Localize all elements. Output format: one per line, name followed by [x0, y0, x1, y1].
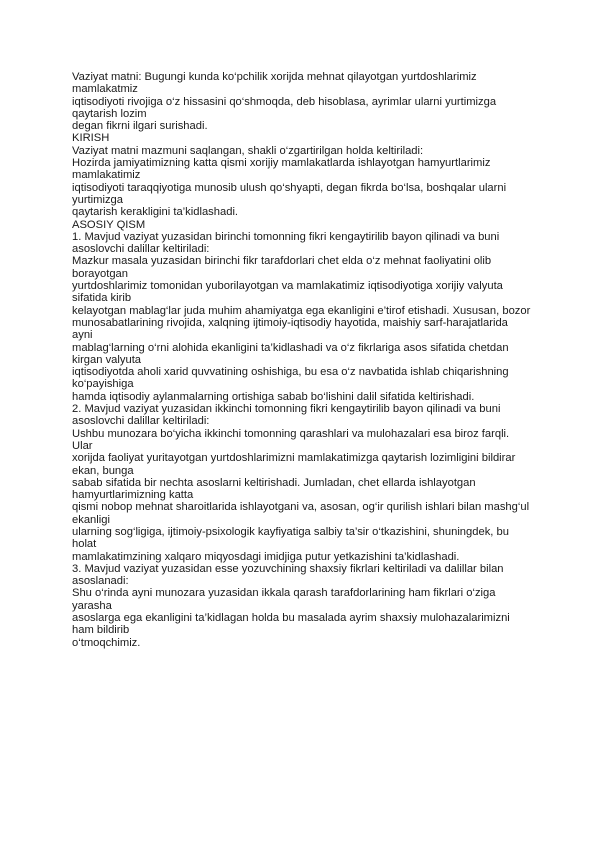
text-line: mablag‘larning o‘rni alohida ekanligini ta’kidlashadi va o‘z fikrlariga asos sifatida chetdan — [72, 341, 509, 354]
text-line: mamlakatimiz — [72, 169, 141, 182]
text-line: iqtisodiyoti rivojiga o‘z hissasini qo‘shmoqda, deb hisoblasa, ayrimlar ularni yurtimizga — [72, 95, 497, 108]
text-line: ularning sog‘ligiga, ijtimoiy-psixologik kayfiyatiga salbiy ta’sir o‘tkazishini, shuningdek, bu — [72, 525, 509, 538]
text-line: iqtisodiyotda aholi xarid quvvatining oshishiga, bu esa o‘z navbatida ishlab chiqarishning — [72, 366, 509, 379]
text-line: ekanligi — [72, 513, 110, 526]
text-line: Ushbu munozara bo‘yicha ikkinchi tomonning qarashlari va mulohazalari esa biroz farqli. — [72, 427, 510, 440]
text-line: asoslovchi dalillar keltiriladi: — [72, 415, 210, 428]
text-line: KIRISH — [72, 132, 110, 145]
text-line: 1. Mavjud vaziyat yuzasidan birinchi tomonning fikri kengaytirilib bayon qilinadi va buni — [72, 230, 500, 243]
text-line: qaytarish kerakligini ta’kidlashadi. — [72, 206, 239, 219]
text-line: 2. Mavjud vaziyat yuzasidan ikkinchi tomonning fikri kengaytirilib bayon qilinadi va buni — [72, 403, 501, 416]
text-line: qismi nobop mehnat sharoitlarida ishlayotgani va, asosan, og‘ir qurilish ishlari bilan mashg‘ul — [72, 501, 530, 514]
text-line: ASOSIY QISM — [72, 218, 146, 231]
document-body — [72, 71, 556, 649]
text-line: borayotgan — [72, 267, 128, 280]
text-line: Shu o‘rinda ayni munozara yuzasidan ikkala qarash tarafdorlarining ham fikrlari o‘ziga — [72, 587, 496, 600]
text-line: o‘tmoqchimiz. — [72, 636, 141, 649]
text-line: yurtimizga — [72, 193, 123, 206]
text-line: degan fikrni ilgari surishadi. — [72, 120, 208, 133]
text-line: Mazkur masala yuzasidan birinchi fikr tarafdorlari chet elda o‘z mehnat faoliyatini olib — [72, 255, 492, 268]
text-line: asoslanadi: — [72, 575, 129, 588]
text-line: mamlakatimzining xalqaro miqyosdagi imidjiga putur yetkazishini ta’kidlashadi. — [72, 550, 460, 563]
text-line: hamyurtlarimizning katta — [72, 489, 194, 502]
text-line: asoslovchi dalillar keltiriladi: — [72, 243, 210, 256]
text-line: ham bildirib — [72, 624, 130, 637]
text-line: iqtisodiyoti taraqqiyotiga munosib ulush qo‘shyapti, degan fikrda bo‘lsa, boshqalar ularni — [72, 181, 507, 194]
text-line: kirgan valyuta — [72, 353, 142, 366]
text-line: Ular — [72, 439, 93, 452]
text-line: ekan, bunga — [72, 464, 134, 477]
text-line: ayni — [72, 329, 93, 342]
text-line: Hozirda jamiyatimizning katta qismi xorijiy mamlakatlarda ishlayotgan hamyurtlarimiz — [72, 157, 491, 170]
text-line: qaytarish lozim — [72, 107, 147, 120]
text-line: sabab sifatida bir nechta asoslarni keltirishadi. Jumladan, chet ellarda ishlayotgan — [72, 476, 476, 489]
text-line: yurtdoshlarimiz tomonidan yuborilayotgan va mamlakatimiz iqtisodiyotiga xorijiy valyuta — [72, 280, 503, 293]
text-line: sifatida kirib — [72, 292, 132, 305]
text-line: xorijda faoliyat yuritayotgan yurtdoshlarimizni mamlakatimizga qaytarish lozimligini bildirar — [72, 452, 516, 465]
text-line: holat — [72, 538, 97, 551]
text-line: hamda iqtisodiy aylanmalarning ortishiga sabab bo‘lishini dalil sifatida keltirishadi. — [72, 390, 475, 403]
text-line: Vaziyat matni mazmuni saqlangan, shakli o‘zgartirilgan holda keltiriladi: — [72, 144, 424, 157]
text-line: munosabatlarining rivojida, xalqning ijtimoiy-iqtisodiy hayotida, maishiy sarf-harajatlarida — [72, 316, 508, 329]
text-line: Vaziyat matni: Bugungi kunda ko‘pchilik xorijda mehnat qilayotgan yurtdoshlarimiz — [72, 71, 477, 83]
text-line: yarasha — [72, 599, 112, 612]
text-line: mamlakatmiz — [72, 83, 138, 96]
text-line: kelayotgan mablag‘lar juda muhim ahamiyatga ega ekanligini e’tirof etishadi. Xususan, bozor — [72, 304, 531, 317]
text-line: ko‘payishiga — [72, 378, 134, 391]
text-line: asoslarga ega ekanligini ta’kidlagan holda bu masalada ayrim shaxsiy mulohazalarimizni — [72, 612, 510, 625]
text-line: 3. Mavjud vaziyat yuzasidan esse yozuvchining shaxsiy fikrlari keltiriladi va dalillar bilan — [72, 562, 504, 575]
